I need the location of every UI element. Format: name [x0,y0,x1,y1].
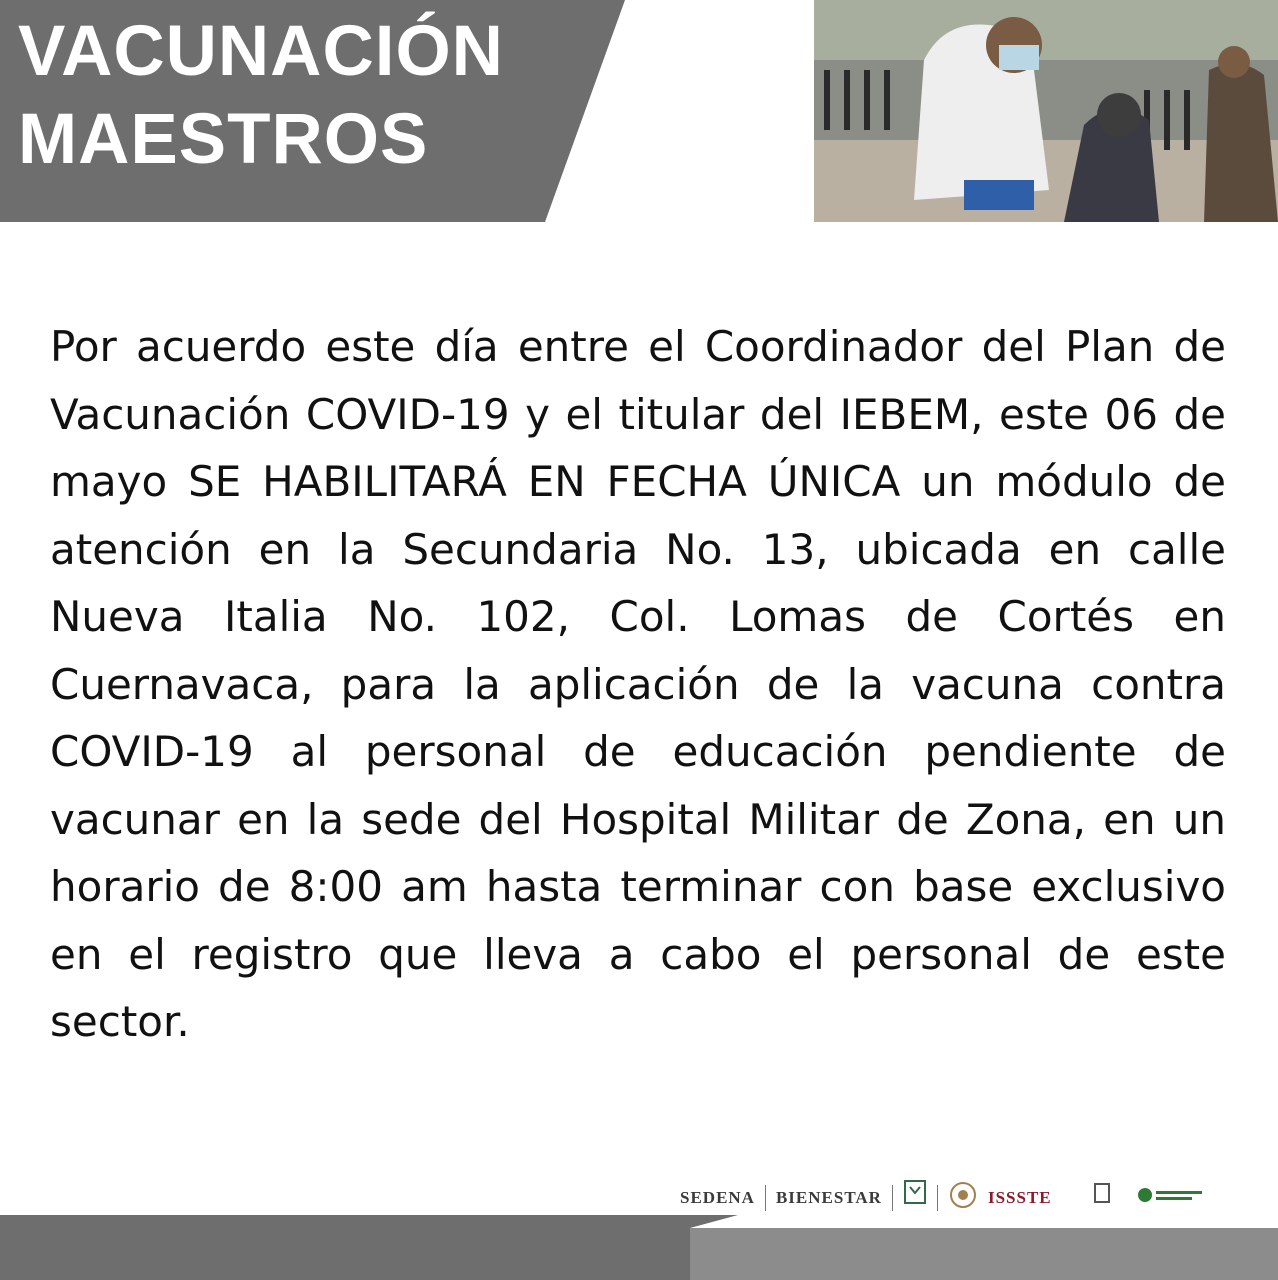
logo-separator [937,1185,938,1211]
bienestar-logo: BIENESTAR [775,1187,882,1207]
issste-logo: ISSSTE [987,1187,1052,1207]
page-title [18,8,504,184]
imss-logo-icon [903,1179,927,1216]
title-line-2: MAESTROS [18,100,429,179]
logo-separator [765,1185,766,1211]
announcement-paragraph: Por acuerdo este día entre el Coordinador del Plan de Vacunación COVID-19 y el titular del IEBEM, este 06 de mayo SE HABILITARÁ EN FECHA ÚNICA un módulo de atención en la Secundaria No. 13, ubicada en calle Nueva Italia No. 102, Col. Lomas de Cortés en Cuernavaca, para la aplicación de la vacuna contra COVID-19 al personal de educación pendiente de vacunar en la sede del Hospital Militar de Zona, en un horario de 8:00 am hasta terminar con base exclusivo en el registro que lleva a cabo el personal de este sector. [50,322,1226,1046]
issste-emblem-icon [948,1180,978,1215]
sedena-logo: SEDENA [680,1187,755,1207]
morelos-logo-icon [1136,1185,1206,1210]
government-emblem-icon [1092,1181,1112,1214]
vaccination-photo [814,0,1278,222]
title-line-1: VACUNACIÓN [18,12,504,91]
institution-logos [680,1175,1278,1220]
logo-separator [892,1185,893,1211]
footer-band-light [690,1228,1278,1280]
